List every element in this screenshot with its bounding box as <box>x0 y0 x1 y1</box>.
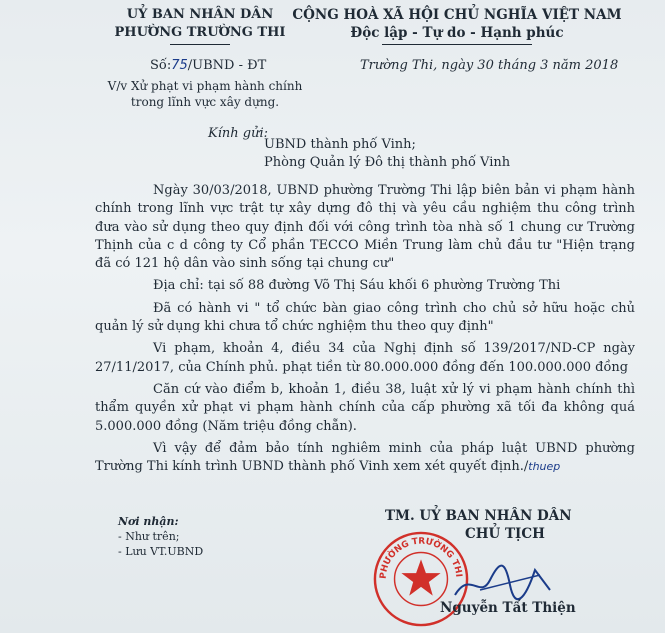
signature-title: TM. UỶ BAN NHÂN DÂN <box>385 508 572 524</box>
distribution-title: Nơi nhận: <box>118 515 179 528</box>
paragraph-3: Vi phạm, khoản 4, điều 34 của Nghị định số 139/2017/ND-CP ngày 27/11/2017, của Chính phủ. phạt tiền từ 80.000.000 đồng đến 100.000.000 đồng <box>95 341 635 375</box>
distribution-item-2: - Lưu VT.UBND <box>118 545 204 558</box>
org-line-1: UỶ BAN NHÂN DÂN <box>126 7 274 22</box>
document-number <box>150 58 266 73</box>
paragraph-2: Đã có hành vi " tổ chức bàn giao công trình cho chủ sở hữu hoặc chủ quản lý sử dụng khi chưa tổ chức nghiệm thu theo quy định" <box>95 300 635 335</box>
paragraph-5 <box>95 440 635 477</box>
signature-stroke <box>455 566 550 600</box>
national-motto <box>272 6 642 45</box>
subject-line-2: trong lĩnh vực xây dựng. <box>130 95 280 109</box>
recipients-list <box>264 136 510 172</box>
paragraph-4: Căn cứ vào điểm b, khoản 1, điều 38, luật xử lý vi phạm hành chính thì thẩm quyền xử phạt vi phạm hành chính của cấp phường xã tối đa không quá 5.000.000 đồng (Năm triệu đồng chẵn). <box>95 381 635 434</box>
document-date: Trường Thi, ngày 30 tháng 3 năm 2018 <box>360 58 619 73</box>
number-handwritten: 75 <box>171 58 188 73</box>
address-line: Địa chỉ: tại số 88 đường Võ Thị Sáu khối 6 phường Trường Thi <box>153 278 561 294</box>
org-line-2: PHƯỜNG TRƯỜNG THI <box>114 25 286 40</box>
number-prefix: Số: <box>150 58 172 73</box>
motto-underline <box>382 44 532 45</box>
recipient-2: Phòng Quản lý Đô thị thành phố Vinh <box>264 155 511 170</box>
stamp-ring-text: PHƯỜNG TRƯỜNG THI <box>378 536 464 580</box>
paragraph-1: Ngày 30/03/2018, UBND phường Trường Thi lập biên bản vi phạm hành chính trong lĩnh vực trật tự xây dựng đô thị và yêu cầu nghiệm thu công trình đưa vào sử dụng theo quy định đối với công trình tòa nhà số 1 chung cư Trường Thịnh của c d công ty Cổ phần TECCO Miền Trung làm chủ đầu tư "Hiện trạng đã có 121 hộ dân vào sinh sống tại chung cư" <box>95 183 635 272</box>
recipients-label: Kính gửi: <box>208 126 268 141</box>
distribution-item-1: - Như trên; <box>118 530 180 543</box>
stamp-star-icon <box>401 559 440 595</box>
document-subject <box>105 78 305 110</box>
recipient-1: UBND thành phố Vinh; <box>264 137 416 152</box>
nation-line-1: CỘNG HOÀ XÃ HỘI CHỦ NGHĨA VIỆT NAM <box>292 7 622 23</box>
org-underline <box>170 44 230 45</box>
document-body <box>95 182 635 480</box>
paragraph-5-text: Vì vậy để đảm bảo tính nghiêm minh của pháp luật UBND phường Trường Thi kính trình UBND thành phố Vinh xem xét quyết định./ <box>95 440 635 475</box>
distribution-list <box>118 514 203 559</box>
signature-role: CHỦ TỊCH <box>465 526 545 542</box>
handwritten-initial: thuep <box>528 460 561 474</box>
signer-name: Nguyễn Tất Thiện <box>440 600 576 616</box>
number-suffix: /UBND - ĐT <box>187 58 267 73</box>
nation-line-2: Độc lập - Tự do - Hạnh phúc <box>350 25 564 41</box>
subject-line-1: V/v Xử phạt vi phạm hành chính <box>107 79 303 93</box>
